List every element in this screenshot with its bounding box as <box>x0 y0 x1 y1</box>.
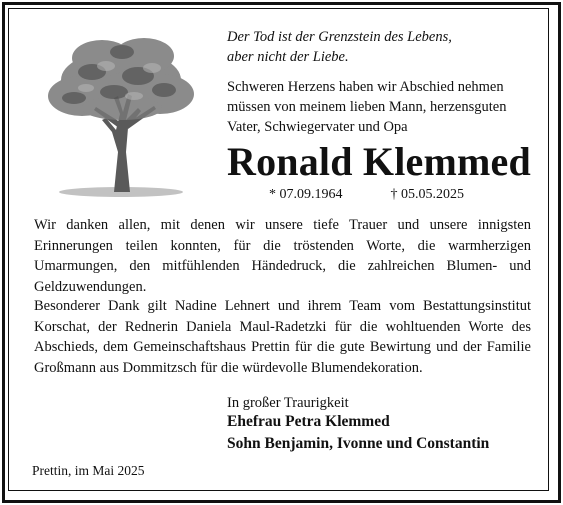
thanks-paragraph-2: Besonderer Dank gilt Nadine Lehnert und ihrem Team vom Bestattungsinstitut Korschat, der Rednerin Daniela Maul-Radetzki für die wohltuenden Worte des Abschieds, dem Gemeinschaftshaus Prettin für die gute Bewirtung und der Familie Großmann aus Dommitzsch für die würdevolle Blumendekoration. <box>34 298 531 376</box>
thanks-paragraph-1: Wir danken allen, mit denen wir unsere tiefe Trauer und unsere innigsten Erinnerungen teilen konnten, für die tröstenden Worte, die warmherzigen Umarmungen, den mitfühlenden Händedruck, die zahlreichen Blumen- und Geldzuwendungen. <box>34 217 531 295</box>
tree-illustration <box>42 32 200 200</box>
birth-date: * 07.09.1964 <box>269 187 343 202</box>
intro-line-3: Vater, Schwiegervater und Opa <box>227 119 408 135</box>
life-dates <box>269 186 464 204</box>
intro-line-2: müssen von meinem lieben Mann, herzensguten <box>227 99 507 115</box>
intro-line-1: Schweren Herzens haben wir Abschied nehmen <box>227 79 504 95</box>
signature-family: Sohn Benjamin, Ivonne und Constantin <box>227 435 490 452</box>
deceased-name: Ronald Klemmed <box>227 139 531 184</box>
quote-line-2: aber nicht der Liebe. <box>227 49 349 65</box>
closing-phrase: In großer Traurigkeit <box>227 395 349 411</box>
quote-line-1: Der Tod ist der Grenzstein des Lebens, <box>227 29 452 45</box>
memorial-quote <box>227 27 452 67</box>
death-date: † 05.05.2025 <box>390 187 464 202</box>
signature-wife: Ehefrau Petra Klemmed <box>227 413 390 430</box>
intro-text <box>227 77 542 137</box>
place-and-date: Prettin, im Mai 2025 <box>32 463 145 478</box>
